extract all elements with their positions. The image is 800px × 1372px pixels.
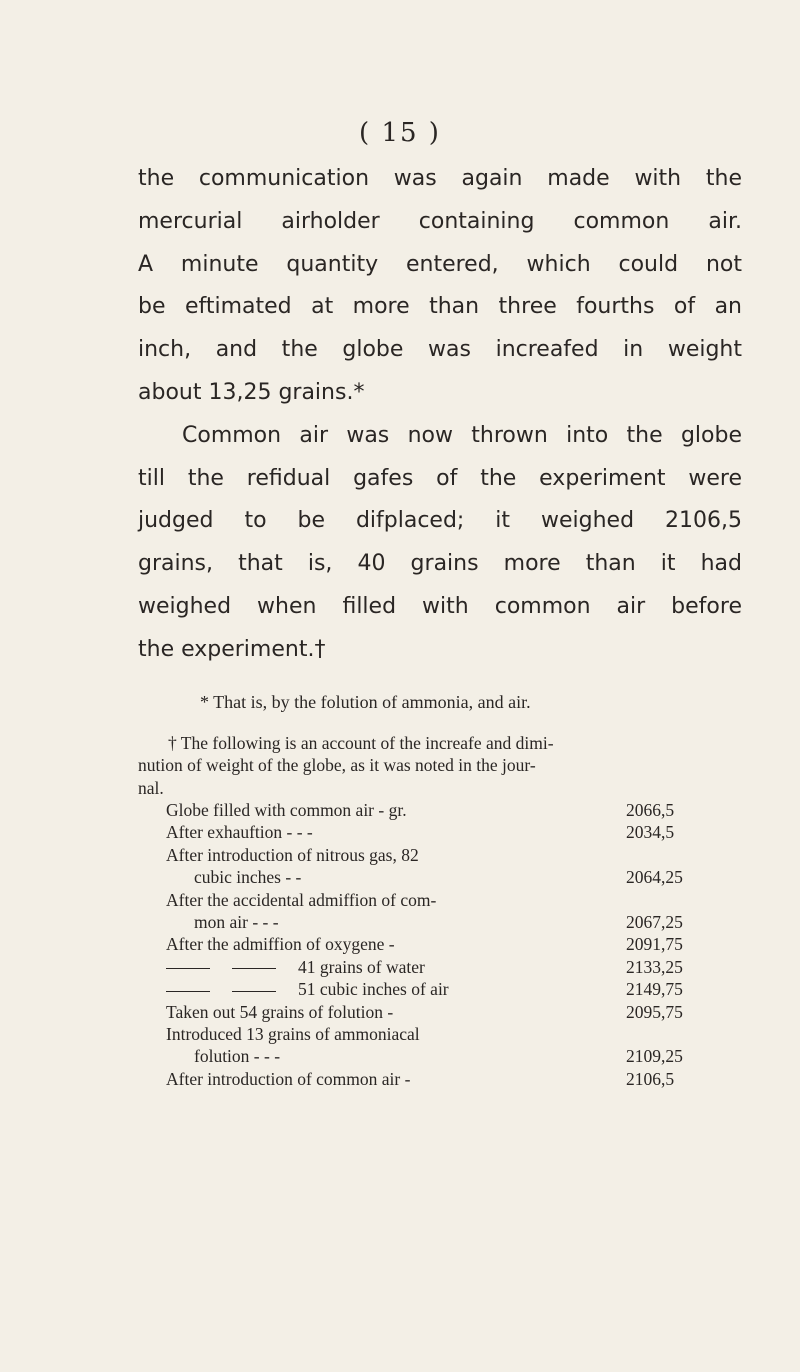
table-row xyxy=(166,799,726,821)
page-number: ( 15 ) xyxy=(359,118,441,148)
table-row xyxy=(166,1023,726,1045)
table-row xyxy=(166,821,726,843)
table-row xyxy=(166,866,726,888)
row-label: mon air - - - xyxy=(194,912,279,933)
row-value: 2095,75 xyxy=(626,1001,683,1022)
row-value: 2067,25 xyxy=(626,912,683,933)
row-label: After the accidental admiffion of com- xyxy=(166,889,437,910)
row-label: Globe filled with common air - gr. xyxy=(166,800,407,820)
table-row xyxy=(166,844,726,866)
table-row xyxy=(166,889,726,911)
body-line: inch, and the globe was increafed in weight xyxy=(138,337,742,363)
body-line: till the refidual gafes of the experiment were xyxy=(138,465,742,491)
footnote-dagger-line: nal. xyxy=(138,777,164,798)
row-label: Introduced 13 grains of ammoniacal xyxy=(166,1024,420,1045)
row-label: folution - - - xyxy=(194,1046,281,1067)
table-row xyxy=(166,911,726,933)
row-value: 2133,25 xyxy=(626,956,683,977)
table-row xyxy=(166,1068,726,1090)
row-label: cubic inches - - xyxy=(194,867,302,888)
row-label: 51 cubic inches of air xyxy=(298,979,449,1000)
row-label: After introduction of nitrous gas, 82 xyxy=(166,844,419,865)
weight-journal-table xyxy=(166,799,726,1090)
body-line: about 13,25 grains.* xyxy=(138,379,365,405)
ditto-dash xyxy=(232,968,276,969)
footnotes xyxy=(138,691,748,1090)
body-line: the experiment.† xyxy=(138,636,326,662)
footnote-star: * That is, by the folution of ammonia, and air. xyxy=(200,692,531,712)
ditto-dash xyxy=(166,991,210,992)
table-row xyxy=(166,933,726,955)
row-label: 41 grains of water xyxy=(298,956,425,977)
table-row xyxy=(166,956,726,978)
row-value: 2066,5 xyxy=(626,800,675,820)
row-label: After the admiffion of oxygene - xyxy=(166,934,395,955)
body-line: Common air was now thrown into the globe xyxy=(182,422,742,448)
footnote-dagger-line: † The following is an account of the increafe and dimi- xyxy=(168,732,554,753)
row-value: 2064,25 xyxy=(626,867,683,888)
footnote-dagger-line: nution of weight of the globe, as it was noted in the jour- xyxy=(138,755,536,775)
row-value: 2106,5 xyxy=(626,1068,675,1089)
ditto-dash xyxy=(232,991,276,992)
ditto-dash xyxy=(166,968,210,969)
body-paragraphs xyxy=(138,158,742,672)
row-value: 2109,25 xyxy=(626,1046,683,1067)
row-value: 2091,75 xyxy=(626,934,683,955)
row-label: Taken out 54 grains of folution - xyxy=(166,1001,394,1022)
body-line: the communication was again made with the xyxy=(138,166,742,191)
body-line: be eftimated at more than three fourths of an xyxy=(138,294,742,320)
row-value: 2034,5 xyxy=(626,822,675,843)
table-row xyxy=(166,978,726,1000)
body-line: weighed when filled with common air before xyxy=(138,593,742,619)
body-line: judged to be difplaced; it weighed 2106,5 xyxy=(138,508,742,534)
row-value: 2149,75 xyxy=(626,979,683,1000)
row-label: After exhauftion - - - xyxy=(166,822,313,843)
body-line: A minute quantity entered, which could not xyxy=(138,251,742,277)
table-row xyxy=(166,1001,726,1023)
body-line: mercurial airholder containing common air. xyxy=(138,208,742,234)
table-row xyxy=(166,1045,726,1067)
body-line: grains, that is, 40 grains more than it had xyxy=(138,551,742,577)
row-label: After introduction of common air - xyxy=(166,1068,411,1089)
